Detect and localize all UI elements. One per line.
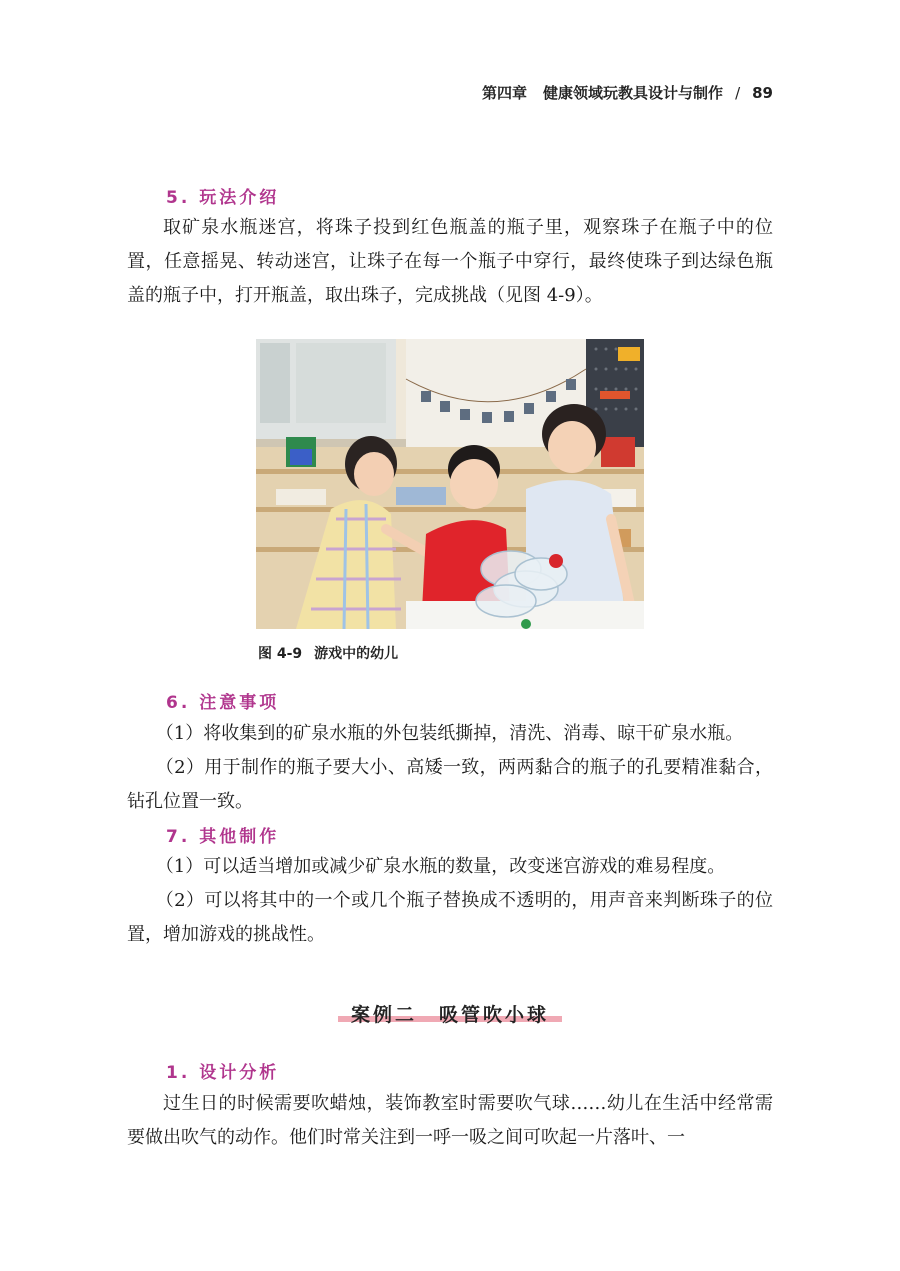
figure-photo-children-playing xyxy=(256,339,644,629)
figure-caption xyxy=(258,643,398,663)
figure-caption-text: 游戏中的幼儿 xyxy=(314,646,399,662)
figure-number: 图 4-9 xyxy=(258,646,303,662)
section-heading-gameplay: 5. 玩法介绍 xyxy=(166,188,280,208)
section-heading-notes: 6. 注意事项 xyxy=(166,693,280,713)
section-heading-other: 7. 其他制作 xyxy=(166,827,280,847)
gameplay-paragraph: 取矿泉水瓶迷宫，将珠子投到红色瓶盖的瓶子里，观察珠子在瓶子中的位置，任意摇晃、转动迷宫，让珠子在每一个瓶子中穿行，最终使珠子到达绿色瓶盖的瓶子中，打开瓶盖，取出珠子，完成挑战（见图 4-9）。 xyxy=(127,217,773,306)
chapter-label: 第四章 xyxy=(482,84,528,102)
header-separator: / xyxy=(735,84,741,102)
case-title xyxy=(338,1000,562,1027)
case-label: 案例二 xyxy=(350,1004,417,1026)
notes-item-2: （2）用于制作的瓶子要大小、高矮一致，两两黏合的瓶子的孔要精准黏合，钻孔位置一致。 xyxy=(127,757,773,812)
other-item-2: （2）可以将其中的一个或几个瓶子替换成不透明的，用声音来判断珠子的位置，增加游戏的挑战性。 xyxy=(127,890,773,945)
design-paragraph: 过生日的时候需要吹蜡烛，装饰教室时需要吹气球……幼儿在生活中经常需要做出吹气的动作。他们时常关注到一呼一吸之间可吹起一片落叶、一 xyxy=(127,1093,773,1148)
other-item-1: （1）可以适当增加或减少矿泉水瓶的数量，改变迷宫游戏的难易程度。 xyxy=(155,856,726,877)
running-header xyxy=(482,82,773,103)
section-heading-design: 1. 设计分析 xyxy=(166,1063,280,1083)
notes-item-1: （1）将收集到的矿泉水瓶的外包装纸撕掉，清洗、消毒、晾干矿泉水瓶。 xyxy=(155,723,744,744)
case-name: 吸管吹小球 xyxy=(439,1004,550,1026)
chapter-title: 健康领域玩教具设计与制作 xyxy=(543,84,724,102)
page-number: 89 xyxy=(752,84,773,102)
